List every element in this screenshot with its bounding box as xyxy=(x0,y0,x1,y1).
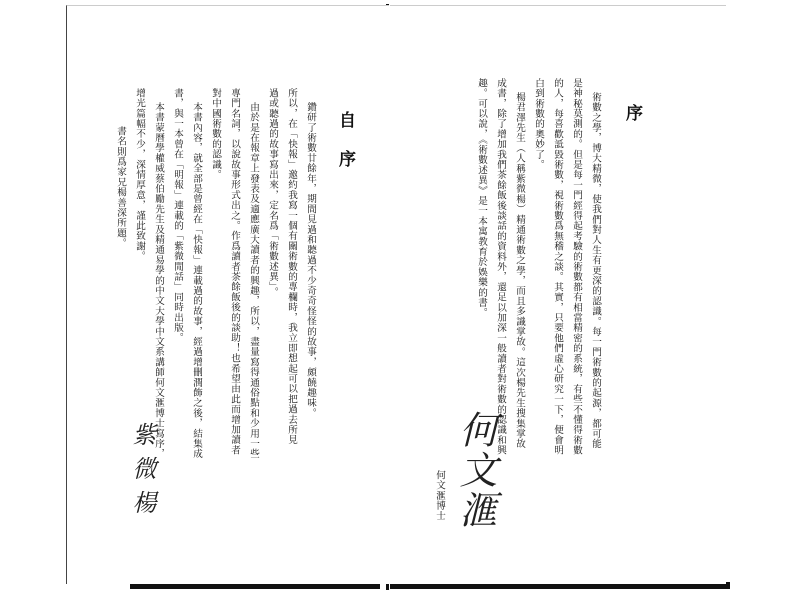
right-paragraph-line: 是神秘莫測的。但是每一門經得起考驗的術數都有相當精密的系統，有些不懂得術數 xyxy=(571,78,582,456)
right-paragraph-line: 成書，除了增加我們茶餘飯後談話的資料外，還足以加深一般讀者對術數的認識和興 xyxy=(495,78,506,456)
left-paragraph-line: 對中國術數的認識。 xyxy=(210,88,221,180)
right-paragraph-line: 術數之學，博大精微，使我們對人生有更深的認識。每一門術數的起源，都可能 xyxy=(590,92,601,449)
left-paragraph-line: 書，與一本曾在「明報」連載的「紫微閒話」同時出版。 xyxy=(172,88,183,343)
left-paragraph-line: 所以，在「快報」邀約我寫一個有關術數的專欄時，我立即想起可以把過去所見 xyxy=(286,88,297,445)
right-paragraph-line: 的人，每喜歡詆毀術數，視術數爲無稽之談。其實，只要他們虛心研究一下，便會明 xyxy=(552,78,563,456)
left-paragraph-line: 專門名詞，以說故事形式出之。作爲讀者茶餘飯後的談助！也希望由此而增加讀者 xyxy=(229,88,240,456)
left-paragraph-line: 書名則爲家兄楊善深所題。 xyxy=(115,126,126,249)
right-paragraph-line: 趣。可以說，《術數述異》是一本寓教育於娛樂的書。 xyxy=(476,78,487,318)
handwritten-signature-ziweiyang: 紫微楊 xyxy=(128,422,156,524)
left-paragraph-line: 增光篇幅不少，深情厚意，謹此致謝。 xyxy=(134,88,145,262)
handwritten-signature-hemanhui: 何文滙 xyxy=(453,410,497,530)
left-paragraph-line: 過或聽過的故事寫出來，定名爲「術數述異」。 xyxy=(267,88,278,298)
page-title-preface: 序 xyxy=(622,104,642,143)
author-label: 何文滙博士 xyxy=(434,470,445,521)
left-paragraph-line: 本書內容，就全部是曾經在「快報」連載過的故事，經過增刪潤飾之後，結集成 xyxy=(191,102,202,459)
left-paragraph-line: 鑽研了術數廿餘年，期間見過和聽過不少奇奇怪怪的故事，頗饒趣味。 xyxy=(305,102,316,419)
right-paragraph-line: 楊君澤先生（人稱紫微楊）精通術數之學，而且多識掌故。這次楊先生搜集掌故 xyxy=(514,92,525,449)
left-paragraph-line: 由於是在報章上發表及適應廣大讀者的興趣，所以，盡量寫得通俗點和少用一些 xyxy=(248,102,259,459)
left-paragraph-line: 本書蒙曆學權威蔡伯勵先生及精通易學的中文大學中文系講師何文滙博士寫序， xyxy=(153,102,164,459)
page-title-preface-self: 自序 xyxy=(335,111,355,189)
right-paragraph-line: 白到術數的奧妙了。 xyxy=(533,78,544,170)
